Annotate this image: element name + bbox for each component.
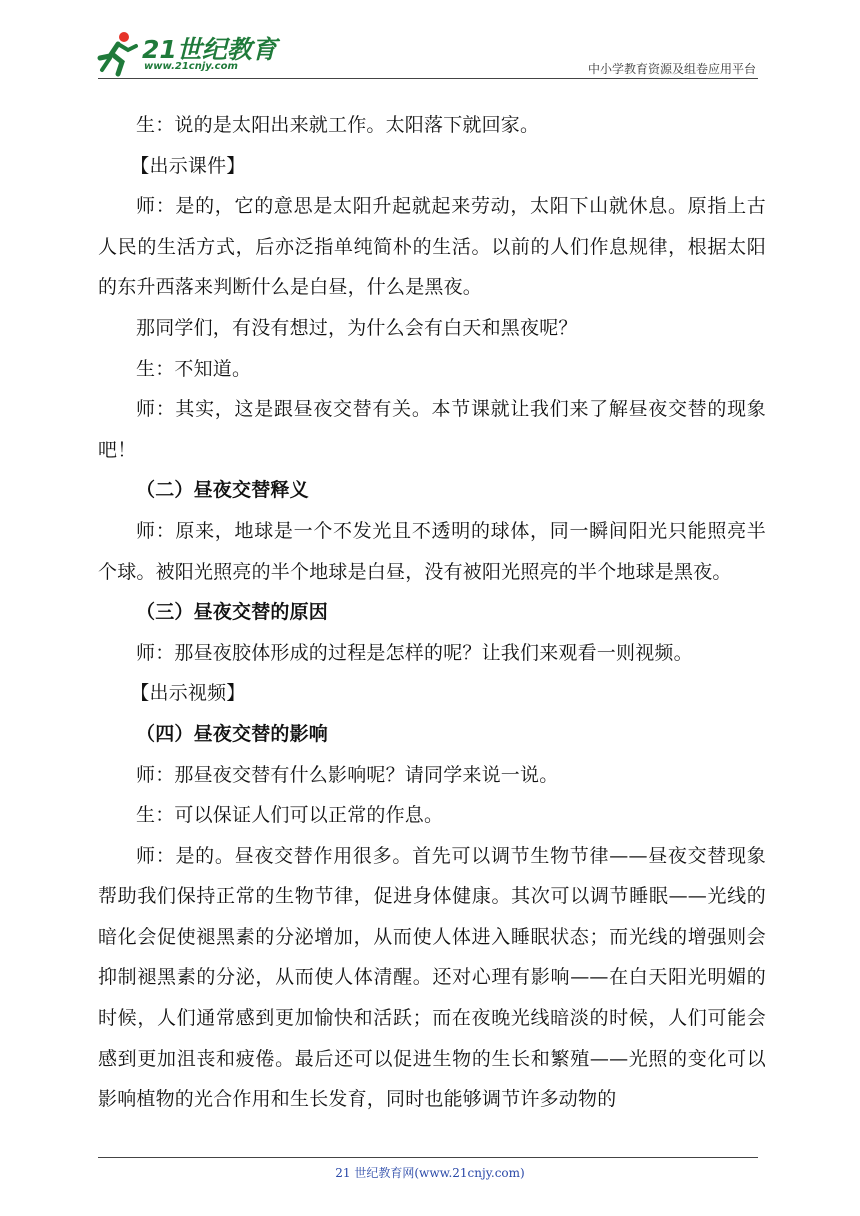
paragraph: 【出示视频】 — [130, 682, 246, 705]
page-footer[interactable]: 21 世纪教育网(www.21cnjy.com) — [335, 1166, 525, 1180]
paragraph: 师：是的，它的意思是太阳升起就起来劳动，太阳下山就休息。原指上古人民的生活方式，后亦泛指单纯简朴的生活。以前的人们作息规律，根据太阳的东升西落来判断什么是白昼，什么是黑夜。 — [98, 195, 766, 299]
paragraph: 生：说的是太阳出来就工作。太阳落下就回家。 — [136, 114, 540, 136]
paragraph: 那同学们，有没有想过，为什么会有白天和黑夜呢？ — [136, 316, 578, 339]
section-heading: （二）昼夜交替释义 — [136, 479, 309, 502]
site-logo[interactable] — [92, 30, 277, 80]
paragraph: 师：那昼夜交替有什么影响呢？请同学来说一说。 — [136, 763, 559, 786]
paragraph: 【出示课件】 — [130, 154, 246, 177]
logo-text: 21世纪教育 — [142, 35, 277, 64]
paragraph: 生：不知道。 — [136, 357, 252, 380]
paragraph: 师：那昼夜胶体形成的过程是怎样的呢？让我们来观看一则视频。 — [136, 641, 693, 664]
document-body — [98, 105, 766, 1120]
paragraph: 师：是的。昼夜交替作用很多。首先可以调节生物节律——昼夜交替现象帮助我们保持正常的生物节律，促进身体健康。其次可以调节睡眠——光线的暗化会促使褪黑素的分泌增加，从而使人体进入睡眠状态；而光线的增强则会抑制褪黑素的分泌，从而使人体清醒。还对心理有影响——在白天阳光明媚的时候，人们通常感到更加愉快和活跃；而在夜晚光线暗淡的时候，人们可能会感到更加沮丧和疲倦。最后还可以促进生物的生长和繁殖——光照的变化可以影响植物的光合作用和生长发育，同时也能够调节许多动物的 — [98, 844, 766, 1111]
paragraph: 师：原来，地球是一个不发光且不透明的球体，同一瞬间阳光只能照亮半个球。被阳光照亮的半个地球是白昼，没有被阳光照亮的半个地球是黑夜。 — [98, 519, 766, 583]
footer-divider — [98, 1157, 758, 1158]
section-heading: （三）昼夜交替的原因 — [136, 601, 329, 624]
logo-url: www.21cnjy.com — [144, 61, 238, 72]
platform-name: 中小学教育资源及组卷应用平台 — [587, 62, 756, 76]
header-divider — [98, 78, 758, 79]
paragraph: 师：其实，这是跟昼夜交替有关。本节课就让我们来了解昼夜交替的现象吧！ — [98, 398, 766, 461]
runner-logo-icon — [92, 30, 144, 78]
paragraph: 生：可以保证人们可以正常的作息。 — [136, 804, 444, 827]
section-heading: （四）昼夜交替的影响 — [136, 722, 329, 745]
page-header — [0, 0, 860, 85]
